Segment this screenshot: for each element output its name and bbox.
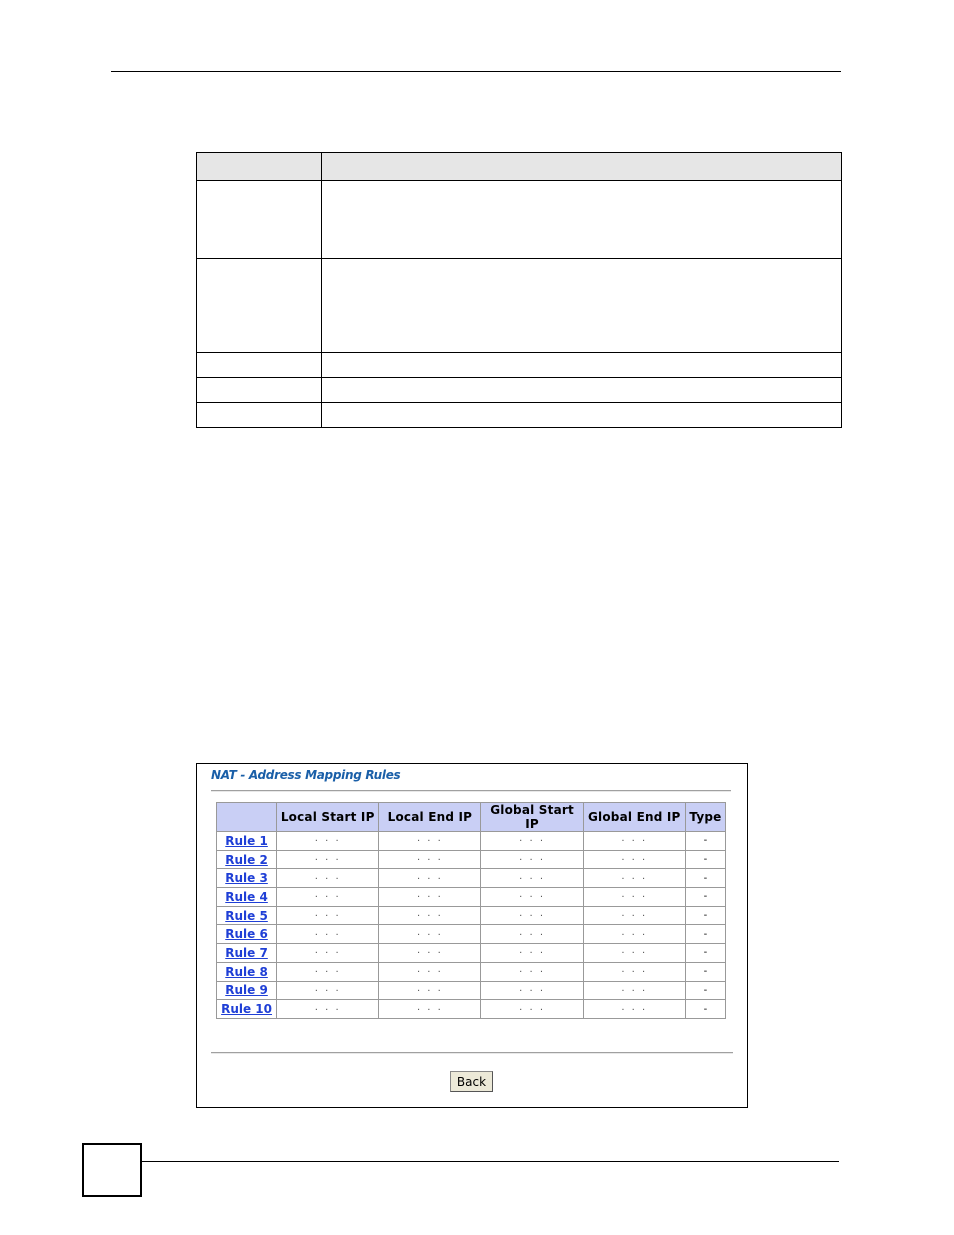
type-value: - <box>685 944 725 963</box>
rule-10-link[interactable]: Rule 10 <box>221 1002 273 1017</box>
global-start-ip-value: . . . <box>519 926 546 938</box>
global-start-ip-value: . . . <box>519 964 546 976</box>
reference-table-header <box>197 153 842 181</box>
global-start-ip-value: . . . <box>519 870 546 882</box>
local-end-ip-value: . . . <box>416 1001 443 1013</box>
reference-table-row <box>197 377 842 402</box>
local-end-ip-value: . . . <box>416 945 443 957</box>
table-header-row <box>217 803 726 832</box>
global-end-ip-value: . . . <box>621 1001 648 1013</box>
local-start-ip-value: . . . <box>314 982 341 994</box>
local-start-ip-value: . . . <box>314 852 341 864</box>
back-button[interactable]: Back <box>450 1071 493 1092</box>
column-header-local-end-ip: Local End IP <box>379 803 481 832</box>
reference-table <box>196 152 842 428</box>
global-end-ip-value: . . . <box>621 908 648 920</box>
type-value: - <box>685 981 725 1000</box>
header-rule <box>111 71 841 72</box>
table-row <box>217 832 726 851</box>
local-end-ip-value: . . . <box>416 908 443 920</box>
table-row <box>217 944 726 963</box>
rule-1-link[interactable]: Rule 1 <box>225 833 268 848</box>
global-end-ip-value: . . . <box>621 852 648 864</box>
rule-5-link[interactable]: Rule 5 <box>225 908 268 923</box>
table-row <box>217 962 726 981</box>
local-start-ip-value: . . . <box>314 870 341 882</box>
screen-title: NAT - Address Mapping Rules <box>211 768 401 782</box>
table-row <box>217 906 726 925</box>
local-end-ip-value: . . . <box>416 964 443 976</box>
local-start-ip-value: . . . <box>314 964 341 976</box>
title-divider <box>211 790 731 792</box>
type-value: - <box>685 925 725 944</box>
column-header-global-start-ip: Global Start IP <box>481 803 583 832</box>
reference-table-row <box>197 402 842 427</box>
global-end-ip-value: . . . <box>621 964 648 976</box>
local-start-ip-value: . . . <box>314 1001 341 1013</box>
footer-rule <box>140 1161 839 1162</box>
column-header-rule <box>217 803 277 832</box>
local-start-ip-value: . . . <box>314 908 341 920</box>
reference-table-row <box>197 181 842 259</box>
local-start-ip-value: . . . <box>314 833 341 845</box>
type-value: - <box>685 906 725 925</box>
table-row <box>217 981 726 1000</box>
type-value: - <box>685 888 725 907</box>
local-start-ip-value: . . . <box>314 889 341 901</box>
table-row <box>217 850 726 869</box>
type-value: - <box>685 832 725 851</box>
column-header-type: Type <box>685 803 725 832</box>
local-start-ip-value: . . . <box>314 945 341 957</box>
global-start-ip-value: . . . <box>519 1001 546 1013</box>
table-row <box>217 925 726 944</box>
local-end-ip-value: . . . <box>416 889 443 901</box>
rule-7-link[interactable]: Rule 7 <box>225 945 268 960</box>
rule-3-link[interactable]: Rule 3 <box>225 871 268 886</box>
reference-table-row <box>197 259 842 352</box>
local-end-ip-value: . . . <box>416 926 443 938</box>
column-header-local-start-ip: Local Start IP <box>277 803 379 832</box>
rule-8-link[interactable]: Rule 8 <box>225 964 268 979</box>
global-end-ip-value: . . . <box>621 889 648 901</box>
type-value: - <box>685 962 725 981</box>
type-value: - <box>685 869 725 888</box>
address-mapping-table <box>216 802 726 1019</box>
global-start-ip-value: . . . <box>519 833 546 845</box>
nat-address-mapping-screen <box>196 763 748 1108</box>
type-value: - <box>685 850 725 869</box>
global-end-ip-value: . . . <box>621 870 648 882</box>
local-end-ip-value: . . . <box>416 870 443 882</box>
footer-divider <box>211 1052 733 1054</box>
reference-table-row <box>197 352 842 377</box>
global-start-ip-value: . . . <box>519 982 546 994</box>
page-number-box <box>82 1143 142 1197</box>
global-start-ip-value: . . . <box>519 945 546 957</box>
global-end-ip-value: . . . <box>621 945 648 957</box>
global-end-ip-value: . . . <box>621 982 648 994</box>
local-end-ip-value: . . . <box>416 982 443 994</box>
local-end-ip-value: . . . <box>416 852 443 864</box>
rule-4-link[interactable]: Rule 4 <box>225 889 268 904</box>
table-row <box>217 869 726 888</box>
global-start-ip-value: . . . <box>519 908 546 920</box>
global-start-ip-value: . . . <box>519 889 546 901</box>
rule-6-link[interactable]: Rule 6 <box>225 927 268 942</box>
rule-2-link[interactable]: Rule 2 <box>225 852 268 867</box>
table-row <box>217 888 726 907</box>
type-value: - <box>685 1000 725 1019</box>
local-end-ip-value: . . . <box>416 833 443 845</box>
global-start-ip-value: . . . <box>519 852 546 864</box>
global-end-ip-value: . . . <box>621 926 648 938</box>
rule-9-link[interactable]: Rule 9 <box>225 983 268 998</box>
column-header-global-end-ip: Global End IP <box>583 803 685 832</box>
local-start-ip-value: . . . <box>314 926 341 938</box>
global-end-ip-value: . . . <box>621 833 648 845</box>
table-row <box>217 1000 726 1019</box>
